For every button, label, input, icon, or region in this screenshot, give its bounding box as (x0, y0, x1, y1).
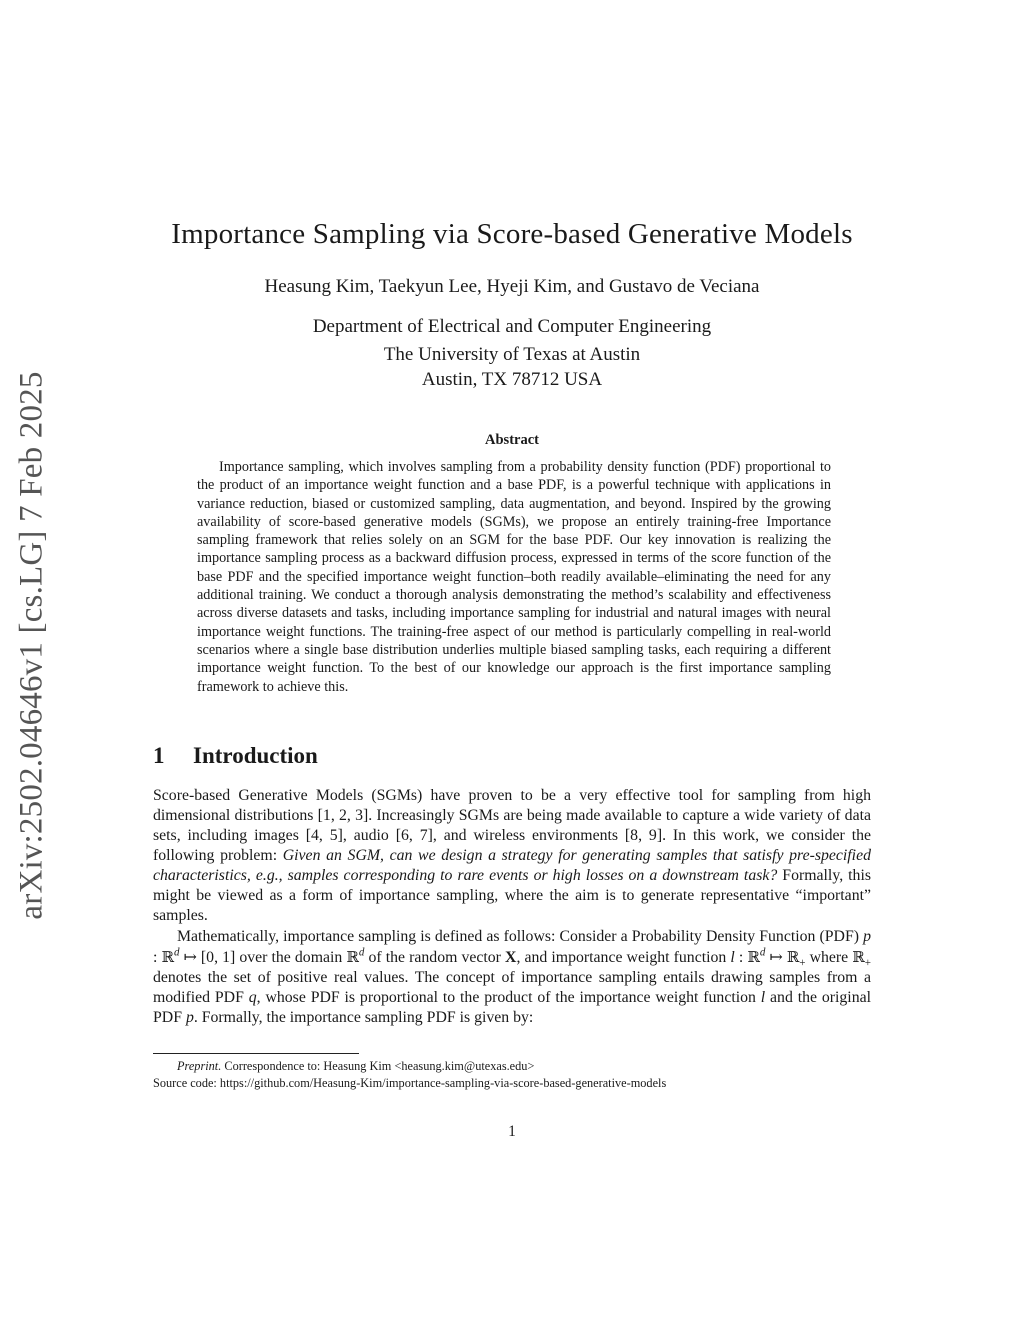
intro-p2-text: . Formally, the importance sampling PDF is given by: (193, 1009, 534, 1026)
math-reals: ℝ (346, 948, 359, 966)
math-superscript-d: d (173, 946, 180, 959)
math-p: p (185, 1009, 194, 1026)
math-random-vector-x: X (505, 949, 517, 966)
intro-p2-text: : (153, 949, 162, 966)
footnote-divider (153, 1053, 359, 1054)
section-title: Introduction (193, 743, 318, 768)
intro-p2-text: , whose PDF is proportional to the product of the importance weight function (256, 989, 761, 1006)
math-l: l (760, 989, 766, 1006)
section-heading-introduction (153, 743, 318, 769)
math-subscript-plus: + (799, 957, 806, 970)
intro-p1-end: Formally, this might be viewed as a form of importance sampling, where the aim is to generate representative “important” samples. (153, 867, 871, 924)
affiliation-university: The University of Texas at Austin (383, 344, 641, 365)
intro-p2-text: : (734, 949, 748, 966)
intro-p2-text: Mathematically, importance sampling is defined as follows: Consider a Probability Density Function (PDF) (177, 928, 864, 945)
author-list: Heasung Kim, Taekyun Lee, Hyeji Kim, and Gustavo de Veciana (264, 276, 760, 297)
footnote-preprint-label: Preprint. (177, 1059, 222, 1073)
math-superscript-d: d (759, 946, 766, 959)
intro-p2-text: and the original PDF (153, 989, 872, 1026)
section-number: 1 (153, 743, 165, 768)
paper-title: Importance Sampling via Score-based Generative Models (171, 218, 853, 250)
abstract-body: Importance sampling, which involves sampling from a probability density function (PDF) proportional to the product of an importance weight function and a base PDF, is a powerful technique with applications in variance reduction, biased or customized sampling, data augmentation, and beyond. Inspired by the growing availability of score-based generative models (SGMs), we propose an entirely training-free Importance sampling framework that relies solely on an SGM for the base PDF. Our key innovation is realizing the importance sampling process as a backward diffusion process, expressed in terms of the score function of the base PDF and the specified importance weight function–both readily available–eliminating the need for any additional training. We conduct a thorough analysis demonstrating the method’s scalability and effectiveness across diverse datasets and tasks, including importance sampling for industrial and natural images with neural importance weight functions. The training-free aspect of our method is particularly compelling in real-world scenarios where a single base distribution underlies multiple biased sampling tasks, each requiring a different importance weight function. To the best of our knowledge our approach is the first importance sampling framework to achieve this. (197, 459, 831, 695)
math-subscript-plus: + (864, 957, 871, 970)
arxiv-identifier: arXiv:2502.04646v1 [cs.LG] 7 Feb 2025 (13, 370, 50, 920)
intro-p2-text: of the random vector (364, 949, 506, 966)
intro-p2-text: ↦ (765, 949, 787, 966)
arxiv-sidebar-stamp (4, 365, 60, 925)
footnote-correspondence (153, 1058, 871, 1074)
math-reals: ℝ (747, 948, 760, 966)
math-q: q (248, 989, 257, 1006)
math-p: p (863, 928, 871, 945)
intro-p2-text: where (805, 949, 853, 966)
math-superscript-d: d (358, 946, 365, 959)
math-reals: ℝ (852, 948, 865, 966)
intro-paragraph-2 (153, 927, 871, 1028)
affiliation-address: Austin, TX 78712 USA (421, 369, 603, 390)
page-number: 1 (508, 1123, 516, 1140)
footnote-source-code: Source code: https://github.com/Heasung-Kim/importance-sampling-via-score-based-generative-models (153, 1076, 667, 1090)
research-question: Given an SGM, can we design a strategy for generating samples that satisfy pre-specified characteristics, e.g., samples corresponding to rare events or high losses on a downstream task? (153, 847, 871, 884)
math-l: l (730, 949, 735, 966)
intro-paragraph-1 (153, 786, 871, 926)
math-reals: ℝ (786, 948, 800, 966)
abstract-heading: Abstract (485, 432, 539, 448)
affiliation-department: Department of Electrical and Computer Engineering (312, 316, 712, 337)
intro-p2-text: ↦ [0, 1] over the domain (179, 949, 347, 966)
footnote-correspondence-text: Correspondence to: Heasung Kim <heasung.kim@utexas.edu> (221, 1059, 535, 1073)
math-reals: ℝ (161, 948, 174, 966)
intro-p2-text: , and importance weight function (516, 949, 731, 966)
intro-p1-start: Score-based Generative Models (SGMs) have proven to be a very effective tool for sampling from high dimensional distributions [1, 2, 3]. Increasingly SGMs are being made available to capture a wide variety of data sets, including images [4, 5], audio [6, 7], and wireless environments [8, 9]. In this work, we consider the following problem: (153, 787, 871, 864)
intro-p2-text: denotes the set of positive real values. The concept of importance sampling entails drawing samples from a modified PDF (153, 969, 871, 1006)
